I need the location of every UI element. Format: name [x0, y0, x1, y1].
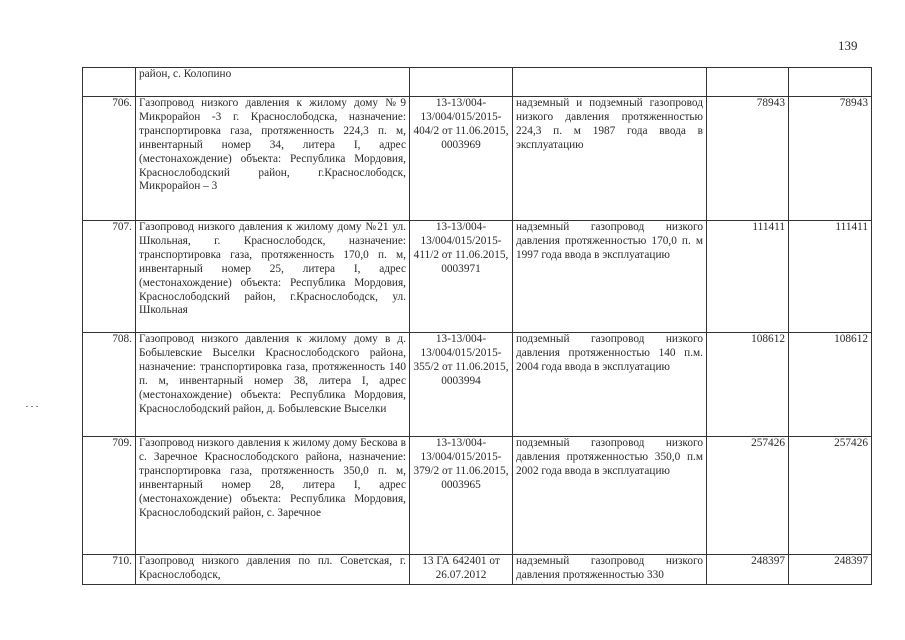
description-cell: надземный газопровод низкого давления протяженностью 330 — [513, 555, 707, 585]
object-name-cell: Газопровод низкого давления к жилому дому в д. Бобылевские Выселки Краснослободского района, назначение: транспортировка газа, протяженность 140 п. м, инвентарный номер 38, литера I, адрес (местонахождение) объекта: Республика Мордовия, Краснослободский район, д. Бобылевские Выселки — [136, 333, 410, 437]
object-name-cell: Газопровод низкого давления к жилому дому №21 ул. Школьная, г. Краснослободск, назначение: транспортировка газа, протяженность 170,0 п. м, инвентарный номер 25, литера I, адрес (местонахождение) объекта: Республика Мордовия, Краснослободский район, г.Краснослободск, ул. Школьная — [136, 221, 410, 333]
value-cell-1: 111411 — [707, 221, 789, 333]
row-number-cell — [83, 68, 136, 97]
value-cell-2: 111411 — [789, 221, 872, 333]
value-cell-2: 248397 — [789, 555, 872, 585]
description-cell: подземный газопровод низкого давления протяженностью 350,0 п.м 2002 года ввода в эксплуатацию — [513, 437, 707, 555]
property-registry-table — [82, 67, 872, 585]
row-number-cell: 710. — [83, 555, 136, 585]
scan-speck — [36, 406, 38, 407]
row-number-cell: 708. — [83, 333, 136, 437]
table-row-707 — [83, 221, 872, 333]
scan-speck — [31, 406, 33, 407]
table-row-708 — [83, 333, 872, 437]
value-cell-1: 248397 — [707, 555, 789, 585]
description-cell: надземный газопровод низкого давления протяженностью 170,0 п. м 1997 года ввода в эксплуатацию — [513, 221, 707, 333]
value-cell-1: 108612 — [707, 333, 789, 437]
registration-cell — [410, 68, 513, 97]
value-cell-2 — [789, 68, 872, 97]
table-row-continuation — [83, 68, 872, 97]
row-number-cell: 707. — [83, 221, 136, 333]
value-cell-2: 108612 — [789, 333, 872, 437]
table-row-709 — [83, 437, 872, 555]
table-row-710 — [83, 555, 872, 585]
registration-cell: 13-13/004-13/004/015/2015-379/2 от 11.06.2015, 0003965 — [410, 437, 513, 555]
description-cell: подземный газопровод низкого давления протяженностью 140 п.м. 2004 года ввода в эксплуатацию — [513, 333, 707, 437]
registration-cell: 13-13/004-13/004/015/2015-404/2 от 11.06.2015, 0003969 — [410, 97, 513, 221]
description-cell — [513, 68, 707, 97]
registration-cell: 13-13/004-13/004/015/2015-411/2 от 11.06.2015, 0003971 — [410, 221, 513, 333]
object-name-cell: район, с. Колопино — [136, 68, 410, 97]
scan-speck — [26, 406, 28, 407]
object-name-cell: Газопровод низкого давления по пл. Советская, г. Краснослободск, — [136, 555, 410, 585]
value-cell-2: 78943 — [789, 97, 872, 221]
value-cell-1: 78943 — [707, 97, 789, 221]
row-number-cell: 709. — [83, 437, 136, 555]
object-name-cell: Газопровод низкого давления к жилому дому Бескова в с. Заречное Краснослободского района, назначение: транспортировка газа, протяженность 350,0 п. м, инвентарный номер 28, литера I, адрес (местонахождение) объекта: Республика Мордовия, Краснослободский район, с. Заречное — [136, 437, 410, 555]
row-number-cell: 706. — [83, 97, 136, 221]
object-name-cell: Газопровод низкого давления к жилому дому №9 Микрорайон -3 г. Краснослободска, назначение: транспортировка газа, протяженность 224,3 п. м, инвентарный номер 34, литера I, адрес (местонахождение) объекта: Республика Мордовия, Краснослободский район, г.Краснослободск, Микрорайон – 3 — [136, 97, 410, 221]
registration-cell: 13 ГА 642401 от 26.07.2012 — [410, 555, 513, 585]
registration-cell: 13-13/004-13/004/015/2015-355/2 от 11.06.2015, 0003994 — [410, 333, 513, 437]
value-cell-2: 257426 — [789, 437, 872, 555]
value-cell-1 — [707, 68, 789, 97]
description-cell: надземный и подземный газопровод низкого давления протяженностью 224,3 п. м 1987 года ввода в эксплуатацию — [513, 97, 707, 221]
page-number: 139 — [838, 38, 858, 53]
value-cell-1: 257426 — [707, 437, 789, 555]
table-row-706 — [83, 97, 872, 221]
